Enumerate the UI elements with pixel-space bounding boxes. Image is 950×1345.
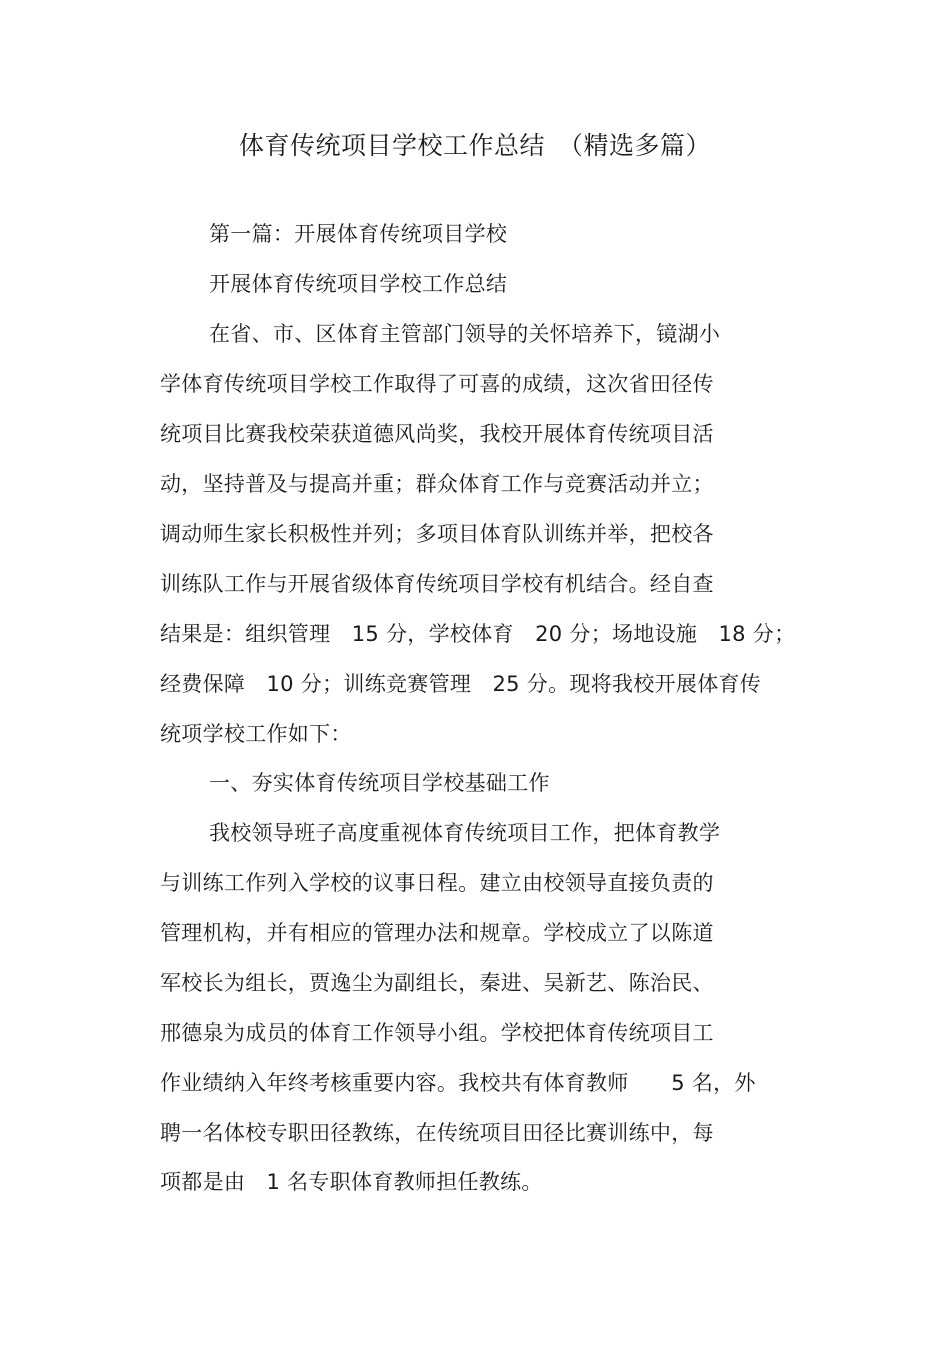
- paragraph-line: 军校长为组长，贾逸尘为副组长，秦进、吴新艺、陈治民、: [160, 971, 714, 995]
- subsection-heading: 开展体育传统项目学校工作总结: [209, 272, 508, 296]
- document-title: 体育传统项目学校工作总结 （精选多篇）: [238, 131, 711, 160]
- numbered-heading: 一、夯实体育传统项目学校基础工作: [209, 771, 550, 795]
- paragraph-line: 经费保障 10 分；训练竞赛管理 25 分。现将我校开展体育传: [160, 672, 762, 696]
- paragraph-line: 动，坚持普及与提高并重；群众体育工作与竞赛活动并立；: [160, 472, 714, 496]
- paragraph-line: 管理机构，并有相应的管理办法和规章。学校成立了以陈道: [160, 921, 714, 945]
- paragraph-line: 我校领导班子高度重视体育传统项目工作，把体育教学: [209, 821, 721, 845]
- paragraph-line: 训练队工作与开展省级体育传统项目学校有机结合。经自查: [160, 572, 714, 596]
- paragraph-line: 聘一名体校专职田径教练，在传统项目田径比赛训练中，每: [160, 1121, 714, 1145]
- paragraph-line: 调动师生家长积极性并列；多项目体育队训练并举，把校各: [160, 522, 714, 546]
- paragraph-line: 作业绩纳入年终考核重要内容。我校共有体育教师 5 名，外: [160, 1071, 756, 1095]
- paragraph-line: 项都是由 1 名专职体育教师担任教练。: [160, 1170, 543, 1194]
- paragraph-line: 与训练工作列入学校的议事日程。建立由校领导直接负责的: [160, 871, 714, 895]
- paragraph-line: 统项目比赛我校荣获道德风尚奖，我校开展体育传统项目活: [160, 422, 714, 446]
- paragraph-line: 统项学校工作如下：: [160, 722, 352, 746]
- paragraph-line: 学体育传统项目学校工作取得了可喜的成绩，这次省田径传: [160, 372, 714, 396]
- paragraph-line: 在省、市、区体育主管部门领导的关怀培养下，镜湖小: [209, 322, 721, 346]
- section-heading: 第一篇：开展体育传统项目学校: [209, 222, 508, 246]
- paragraph-line: 邢德泉为成员的体育工作领导小组。学校把体育传统项目工: [160, 1021, 714, 1045]
- paragraph-line: 结果是：组织管理 15 分，学校体育 20 分；场地设施 18 分；: [160, 622, 796, 646]
